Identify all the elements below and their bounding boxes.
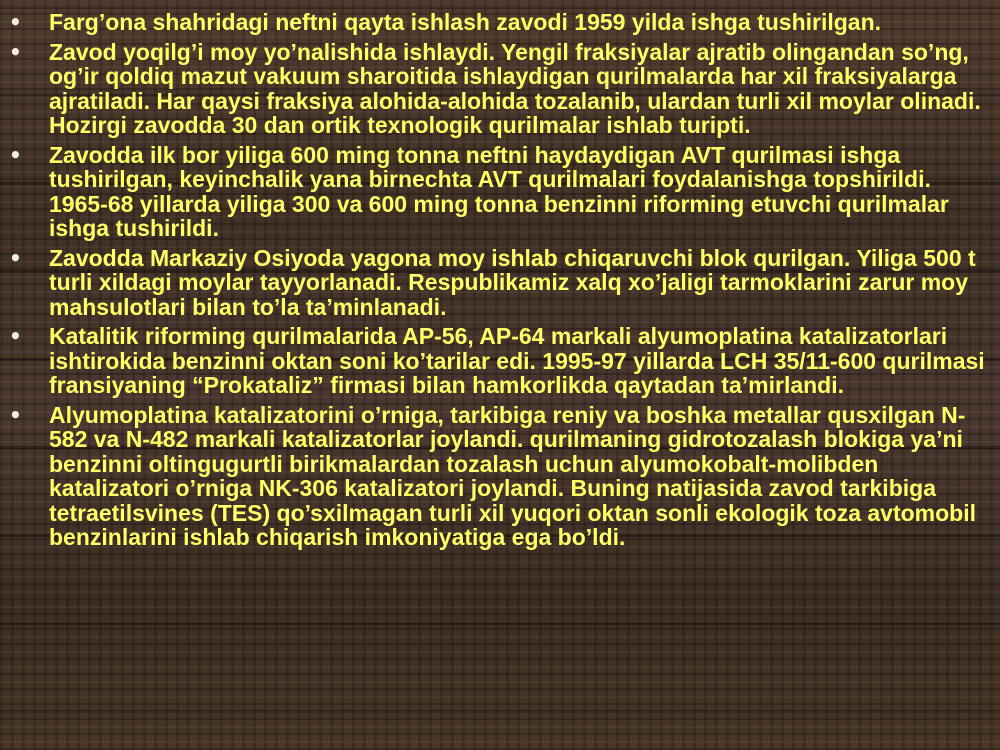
bullet-item-4 <box>0 246 1000 320</box>
bullet-icon: • <box>9 402 22 427</box>
bullet-text: Katalitik riforming qurilmalarida AP-56, AP-64 markali alyumoplatina katalizatorlari ishtirokida benzinni oktan soni ko’tarilar edi. 1995-97 yillarda LCH 35/11-600 qurilmasi fransiyaning “Prokataliz” firmasi bilan hamkorlikda qaytadan ta’mirlandi. <box>49 323 985 398</box>
bullet-text: Zavod yoqilg’i moy yo’nalishida ishlaydi. Yengil fraksiyalar ajratib olingandan so’ng, og’ir qoldiq mazut vakuum sharoitida ishlaydigan qurilmalarda har xil fraksiyalarga ajratiladi. Har qaysi fraksiya alohida-alohida tozalanib, ulardan turli xil moylar olinadi. Hozirgi zavodda 30 dan ortik texnologik qurilmalar ishlab turipti. <box>49 38 981 138</box>
bullet-item-1 <box>0 10 1000 35</box>
bullet-icon: • <box>9 39 22 64</box>
bullet-item-2 <box>0 40 1000 138</box>
slide <box>0 10 1000 745</box>
bullet-text: Farg’ona shahridagi neftni qayta ishlash zavodi 1959 yilda ishga tushirilgan. <box>49 9 882 35</box>
bullet-list <box>0 10 1000 550</box>
bullet-item-6 <box>0 403 1000 550</box>
bullet-item-5 <box>0 324 1000 398</box>
bullet-icon: • <box>9 10 22 34</box>
bullet-icon: • <box>9 324 22 348</box>
bullet-icon: • <box>9 245 22 270</box>
bullet-text: Alyumoplatina katalizatorini o’rniga, tarkibiga reniy va boshka metallar qusxilgan N-582 va N-482 markali katalizatorlar joylandi. qurilmaning gidrotozalash blokiga ya’ni benzinni oltingugurtli birikmalardan tozalash uchun alyumokobalt-molibden katalizatori o’rniga NK-306 katalizatori joylandi. Buning natijasida zavod tarkibiga tetraetilsvines (TES) qo’sxilmagan turli xil yuqori oktan sonli ekologik toza avtomobil benzinlarini ishlab chiqarish imkoniyatiga ega bo’ldi. <box>49 401 976 550</box>
bullet-text: Zavodda ilk bor yiliga 600 ming tonna neftni haydaydigan AVT qurilmasi ishga tushirilgan, keyinchalik yana birnechta AVT qurilmalari foydalanishga topshirildi. 1965-68 yillarda yiliga 300 va 600 ming tonna benzinni riforming etuvchi qurilmalar ishga tushirildi. <box>49 141 949 241</box>
bullet-item-3 <box>0 143 1000 241</box>
bullet-icon: • <box>9 142 22 167</box>
bullet-text: Zavodda Markaziy Osiyoda yagona moy ishlab chiqaruvchi blok qurilgan. Yiliga 500 t turli xildagi moylar tayyorlanadi. Respublikamiz xalq xo’jaligi tarmoklarini zarur moy mahsulotlari bilan to’la ta’minlanadi. <box>49 244 976 320</box>
